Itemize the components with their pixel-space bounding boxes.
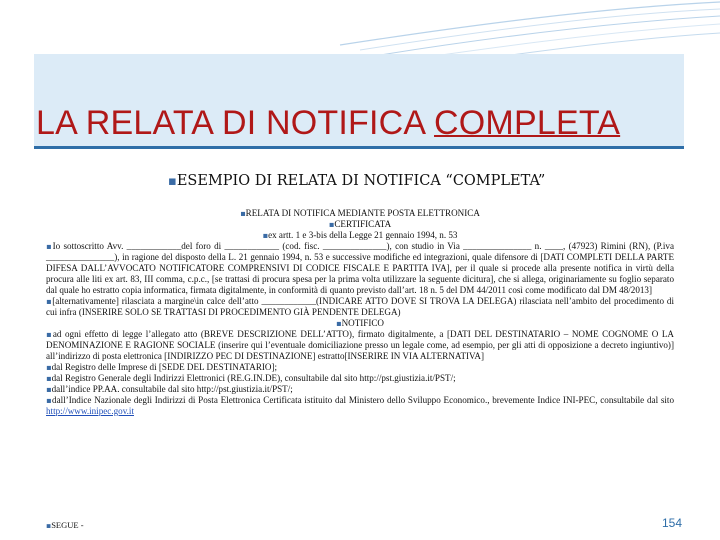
bullet-icon: ▪ <box>46 521 52 530</box>
doc-heading-1: ▪RELATA DI NOTIFICA MEDIANTE POSTA ELETTRONICA <box>240 208 480 218</box>
doc-paragraph-2: ▪[alternativamente] rilasciata a margine\in calce dell’atto ____________(INDICARE ATTO DOVE SI TROVA LA DELEGA) rilasciata nell’ambito del procedimento di cui infra (INSERIRE SOLO SE TRATTASI DI PROCEDIMENTO GIÀ PENDENTE DELEGA) <box>46 296 674 317</box>
title-rule <box>34 146 684 149</box>
bullet-icon: ▪ <box>46 395 53 405</box>
subtitle <box>168 173 588 189</box>
bullet-icon: ▪ <box>46 329 53 339</box>
bullet-icon: ▪ <box>336 318 342 328</box>
bullet-icon: ▪ <box>168 174 177 189</box>
relata-document <box>46 208 674 417</box>
title-underlined-text: COMPLETA <box>434 104 621 142</box>
footer-segue: ▪SEGUE - <box>46 520 84 530</box>
bullet-icon: ▪ <box>46 384 52 394</box>
page-number: 154 <box>662 516 683 530</box>
inipec-link[interactable]: http://www.inipec.gov.it <box>46 406 134 416</box>
doc-heading-2: ▪CERTIFICATA <box>328 219 392 229</box>
bullet-icon: ▪ <box>46 373 52 383</box>
bullet-icon: ▪ <box>46 241 53 251</box>
title-main-text: LA RELATA DI NOTIFICA <box>36 104 435 142</box>
bullet-icon: ▪ <box>240 208 246 218</box>
bullet-icon: ▪ <box>46 362 52 372</box>
list-item: ▪dal Registro Generale degli Indirizzi Elettronici (RE.G.IN.DE), consultabile dal sito http://pst.giustizia.it/PST/; <box>46 373 456 383</box>
slide-title <box>36 104 696 143</box>
bullet-icon: ▪ <box>262 230 269 240</box>
doc-heading-3: ▪ex artt. 1 e 3-bis della Legge 21 gennaio 1994, n. 53 <box>262 230 458 240</box>
list-item: ▪dall’Indice Nazionale degli Indirizzi di Posta Elettronica Certificata istituito dal Ministero dello Sviluppo Economico., brevemente Indice INI-PEC, consultabile dal sito http://www.inipec.gov.it <box>46 395 674 416</box>
bullet-icon: ▪ <box>328 219 335 229</box>
subtitle-text: ESEMPIO DI RELATA DI NOTIFICA “COMPLETA” <box>176 173 546 189</box>
bullet-icon: ▪ <box>46 296 53 306</box>
list-item: ▪dall’indice PP.AA. consultabile dal sito http://pst.giustizia.it/PST/; <box>46 384 293 394</box>
doc-paragraph-1: ▪Io sottoscritto Avv. ____________del foro di ____________ (cod. fisc. ______________), con studio in Via _______________ n. ____, (47923) Rimini (RN), (P.iva _______________), in ragione del disposto della L. 21 gennaio 1994, n. 53 e successive modifiche ed integrazioni, quale difensore di [DATI COMPLETI DELLA PARTE DIFESA DALL’AVVOCATO NOTIFICATORE COMPRENSIVI DI CODICE FISCALE E PARTITA IVA], per il quale si procede alla presente notifica in virtù della procura alle liti ex art. 83, III comma, c.p.c., [se trattasi di procura spesa per la prima volta utilizzare la seguente dicitura], che si allega, originariamente su foglio separato dal quale ho estratto copia informatica, firmata digitalmente, in conformità di quanto previsto dall’art. 18 n. 5 del DM 44/2011 così come modificato dal DM 48/2013] <box>46 241 674 295</box>
doc-heading-notifico: ▪NOTIFICO <box>336 318 384 328</box>
doc-paragraph-3: ▪ad ogni effetto di legge l’allegato atto (BREVE DESCRIZIONE DELL’ATTO), firmato digitalmente, a [DATI DEL DESTINATARIO – NOME COGNOME O LA DENOMINAZIONE E RAGIONE SOCIALE (inserire qui l’eventuale domiciliazione presso un legale come, ad esempio, per gli atti di opposizione a decreto ingiuntivo)] all’indirizzo di posta elettronica [INDIRIZZO PEC DI DESTINAZIONE] estratto[INSERIRE IN VIA ALTERNATIVA] <box>46 329 674 361</box>
list-item: ▪dal Registro delle Imprese di [SEDE DEL DESTINATARIO]; <box>46 362 278 372</box>
